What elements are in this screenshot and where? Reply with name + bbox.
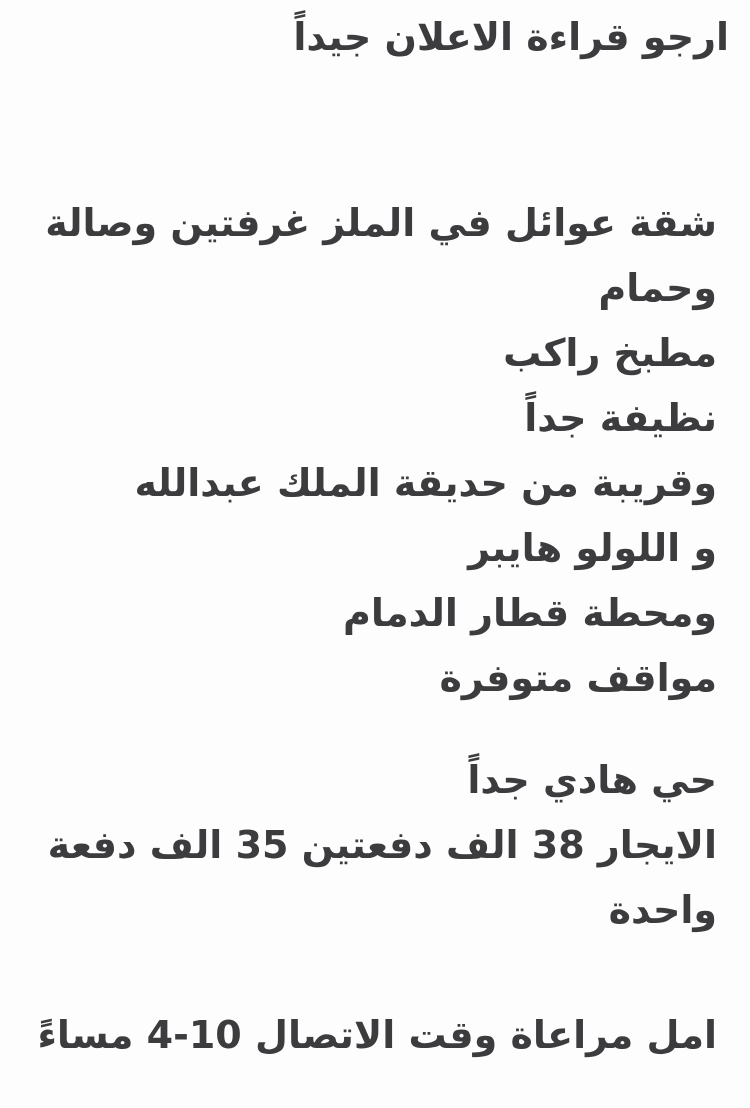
ad-paragraph-price: [0, 748, 717, 943]
ad-line-train-station: ومحطة قطار الدمام: [343, 591, 717, 635]
ad-paragraph-contact: [0, 1003, 717, 1068]
ad-line-call-time: امل مراعاة وقت الاتصال 10-4 مساءً: [37, 1013, 717, 1057]
ad-line-bathroom: وحمام: [598, 266, 717, 310]
ad-line-rent-price: الايجار 38 الف دفعتين 35 الف دفعة: [47, 823, 717, 867]
ad-line-apartment-desc: شقة عوائل في الملز غرفتين وصالة: [45, 201, 717, 245]
ad-line-near-park: وقريبة من حديقة الملك عبدالله: [134, 461, 717, 505]
ad-line-parking: مواقف متوفرة: [439, 656, 717, 700]
ad-line-clean: نظيفة جداً: [524, 396, 717, 440]
ad-line-lulu-hyper: و اللولو هايبر: [468, 526, 717, 570]
ad-line-quiet-neighborhood: حي هادي جداً: [467, 758, 717, 802]
ad-title-block: [0, 5, 729, 70]
ad-line-kitchen: مطبخ راكب: [503, 331, 717, 375]
ad-text-block: [0, 5, 750, 1108]
ad-line-one-payment: واحدة: [608, 888, 717, 932]
ad-title: ارجو قراءة الاعلان جيداً: [293, 15, 729, 59]
ad-paragraph-features: [0, 191, 717, 711]
